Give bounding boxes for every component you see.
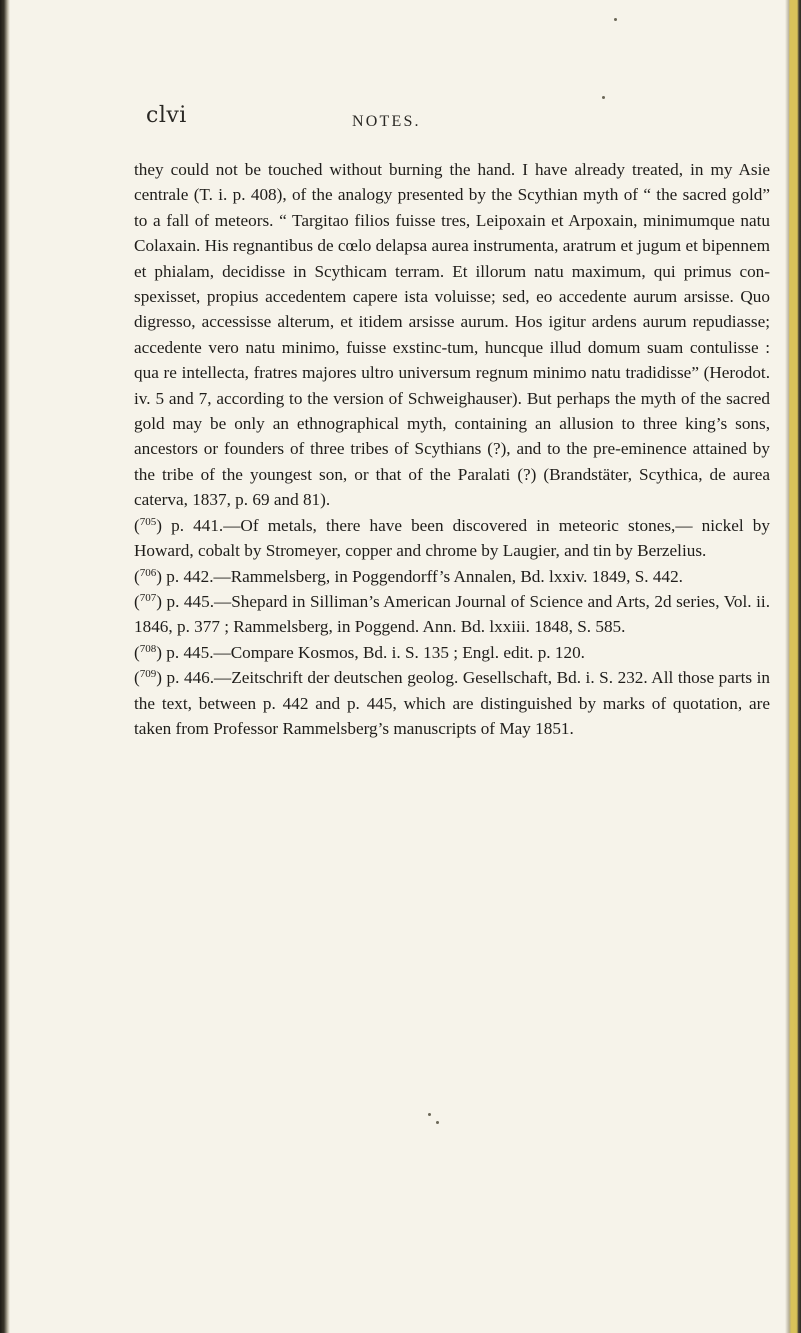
footnote-ref: 707 xyxy=(139,591,157,604)
scan-speck xyxy=(436,1121,439,1124)
binding-stain xyxy=(789,0,799,1333)
footnote-text: p. 445.—Shepard in Silliman’s American Journal of Science and Arts, 2d series, Vol. ii. 1846, p. 377 ; Rammelsberg, in Poggend. Ann. Bd. lxxiii. 1848, S. 585. xyxy=(134,591,770,637)
footnote-708: ($^{708}$) p. 445.—Compare Kosmos, Bd. i. S. 135 ; Engl. edit. p. 120. xyxy=(134,642,585,662)
footnote-text: p. 441.—Of metals, there have been discovered in meteoric stones,— nickel by Howard, cobalt by Stromeyer, copper and chrome by Laugier, and tin by Berzelius. xyxy=(134,515,770,561)
footnote-ref: 709 xyxy=(139,668,157,681)
footnote-text: p. 445.—Compare Kosmos, Bd. i. S. 135 ; Engl. edit. p. 120. xyxy=(166,642,585,662)
footnote-706: ($^{706}$) p. 442.—Rammelsberg, in Poggendorff’s Annalen, Bd. lxxiv. 1849, S. 442. xyxy=(134,566,683,586)
scan-speck xyxy=(614,18,617,21)
text-block xyxy=(134,157,770,741)
footnote-ref: 708 xyxy=(139,642,157,655)
footnote-ref: 705 xyxy=(139,515,157,528)
footnote-709: ($^{709}$) p. 446.—Zeitschrift der deutschen geolog. Gesellschaft, Bd. i. S. 232. All those parts in the text, between p. 442 and p. 445, which are distinguished by marks of quotation, are taken from Professor Rammelsberg’s manuscripts of May 1851. xyxy=(134,668,770,738)
main-paragraph: they could not be touched without burning the hand. I have already treated, in my Asie centrale (T. i. p. 408), of the analogy presented by the Scythian myth of “ the sacred gold” to a fall of meteors. “ Targitao filios fuisse tres, Leipoxain et Arpoxain, minimumque natu Colaxain. His regnantibus de cœlo delapsa aurea instrumenta, aratrum et jugum et bipennem et phialam, decidisse in Scythicam terram. Et illorum natu maximum, qui primus con-spexisset, propius accedentem capere ista voluisse; sed, eo accedente aurum arsisse. Quo digresso, accessisse alterum, et itidem arsisse aurum. Hos igitur ardens aurum repudiasse; accedente vero natu minimo, fuisse exstinc-tum, huncque illud domum suam contulisse : qua re intellecta, fratres majores ultro universum regnum minimo natu tradidisse” (Herodot. iv. 5 and 7, according to the version of Schweighauser). But perhaps the myth of the sacred gold may be only an ethnographical myth, containing an allusion to three king’s sons, ancestors or founders of three tribes of Scythians (?), and to the pre-eminence attained by the tribe of the youngest son, or that of the Paralati (?) (Brandstäter, Scythica, de aurea caterva, 1837, p. 69 and 81). xyxy=(134,160,770,510)
running-title: NOTES. xyxy=(352,113,421,130)
left-scan-edge xyxy=(0,0,10,1333)
footnote-text: p. 446.—Zeitschrift der deutschen geolog. Gesellschaft, Bd. i. S. 232. All those parts in the text, between p. 442 and p. 445, which are distinguished by marks of quotation, are taken from Professor Rammelsberg’s manuscripts of May 1851. xyxy=(134,668,770,738)
scan-speck xyxy=(602,96,605,99)
scan-speck xyxy=(428,1113,431,1116)
page-number: clvi xyxy=(146,103,187,128)
footnote-ref: 706 xyxy=(139,566,157,579)
footnote-text: p. 442.—Rammelsberg, in Poggendorff’s Annalen, Bd. lxxiv. 1849, S. 442. xyxy=(166,566,683,586)
footnote-705: ($^{705}$) p. 441.—Of metals, there have been discovered in meteoric stones,— nickel by Howard, cobalt by Stromeyer, copper and chrome by Laugier, and tin by Berzelius. xyxy=(134,515,770,561)
footnote-707: ($^{707}$) p. 445.—Shepard in Silliman’s American Journal of Science and Arts, 2d series, Vol. ii. 1846, p. 377 ; Rammelsberg, in Poggend. Ann. Bd. lxxiii. 1848, S. 585. xyxy=(134,591,770,637)
